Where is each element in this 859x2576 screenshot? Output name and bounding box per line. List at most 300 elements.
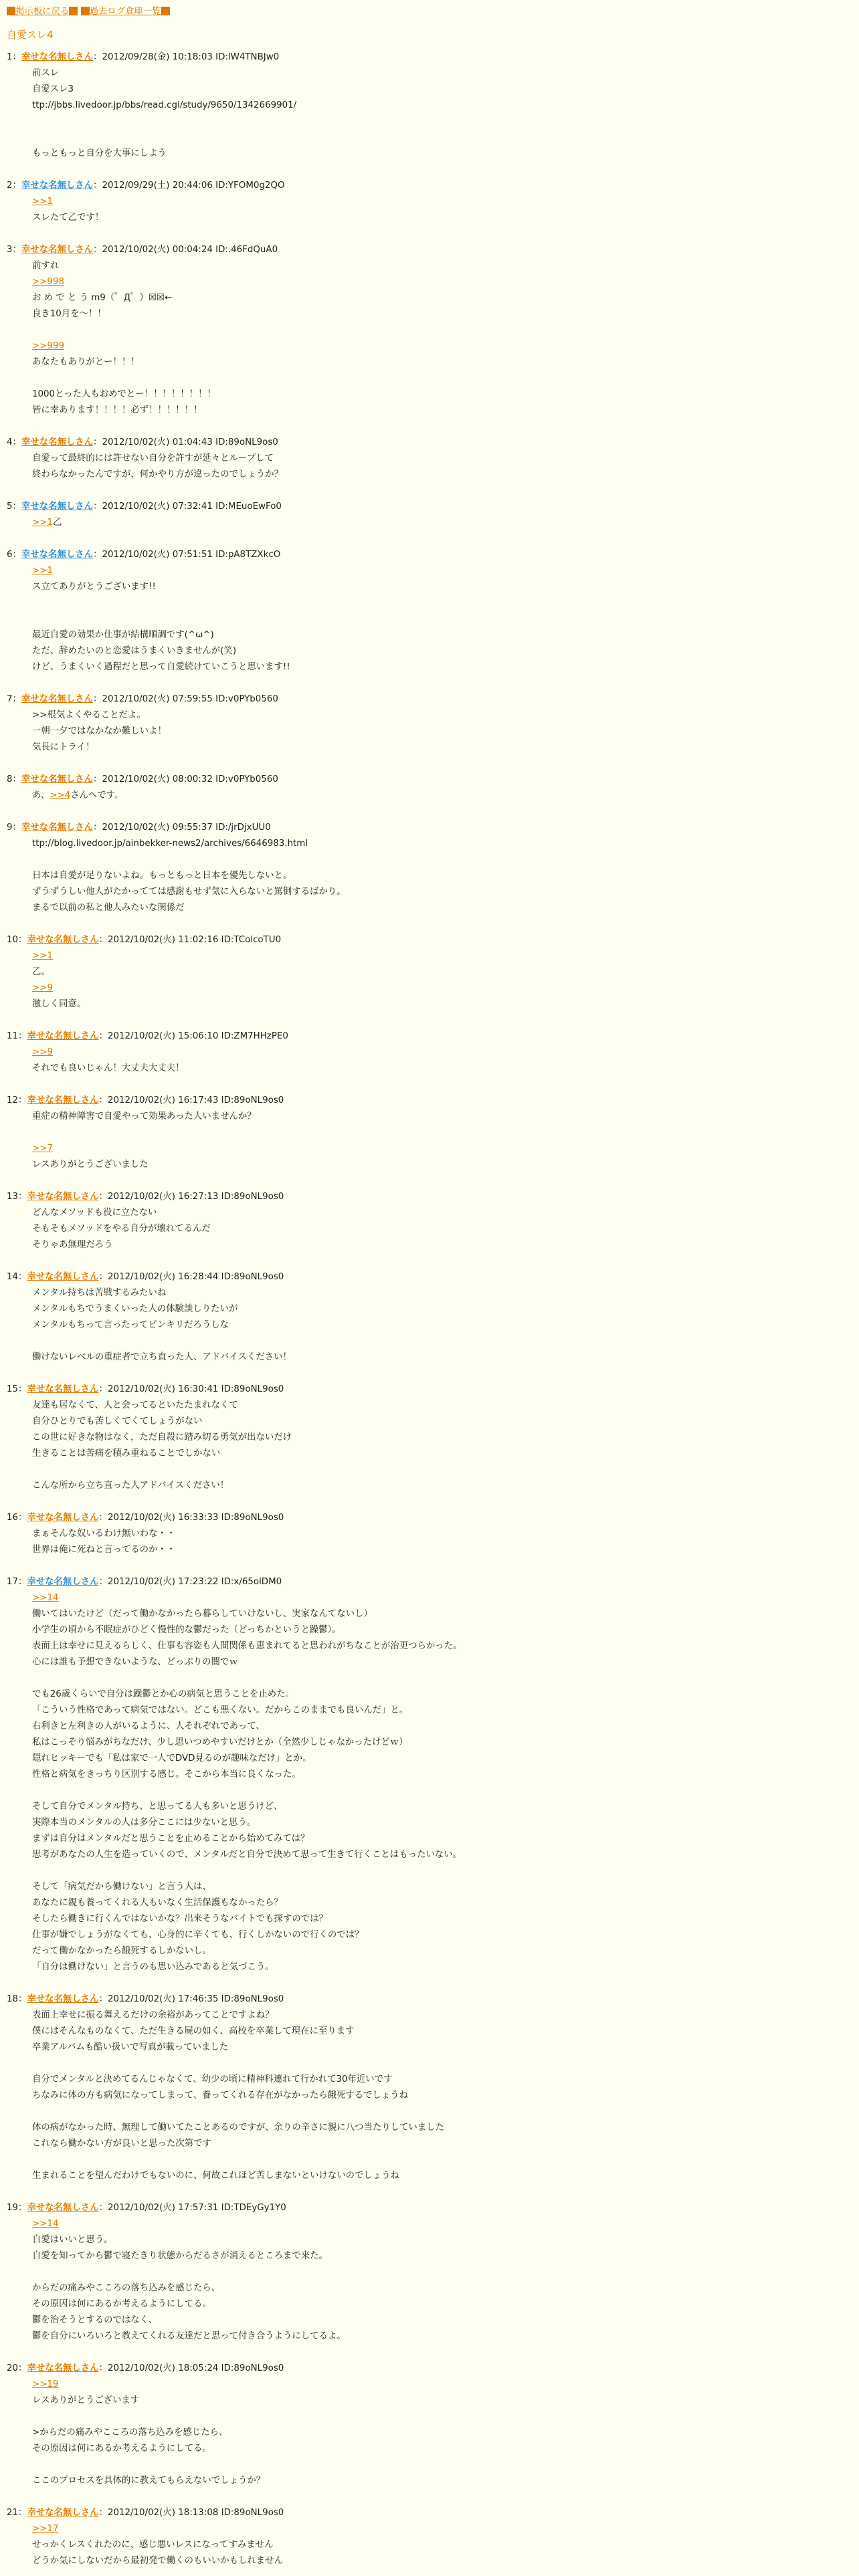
separator: ： xyxy=(12,437,21,447)
line-text: レスありがとうございます xyxy=(32,2395,140,2405)
line-text: 激しく同意。 xyxy=(32,999,86,1009)
post-header xyxy=(7,1992,852,2008)
post-header xyxy=(7,49,852,66)
poster-name[interactable]: 幸せな名無しさん xyxy=(21,823,94,833)
post-line xyxy=(32,948,852,964)
line-text: 働いてはいたけど（だって働かなかったら暮らしていけないし、実家なんてないし） xyxy=(32,1609,373,1619)
post-line xyxy=(32,964,852,980)
post-id: ID:89oNL9os0 xyxy=(215,437,278,447)
line-text: 僕にはそんなものなくて、ただ生きる屍の如く、高校を卒業して現在に至ります xyxy=(32,2026,355,2036)
post-line xyxy=(32,836,852,852)
line-text: 重症の精神障害で自愛やって効果あった人いませんか？ xyxy=(32,1111,256,1121)
post-line xyxy=(32,1061,852,1077)
post-line xyxy=(32,2553,852,2569)
line-text: 気長にトライ！ xyxy=(32,742,95,752)
post-date: 2012/10/02(火) 07:59:55 xyxy=(102,694,213,704)
post-line xyxy=(32,1125,852,1141)
post-date: 2012/10/02(火) 16:28:44 xyxy=(107,1272,219,1282)
post-header xyxy=(7,1269,852,1285)
post xyxy=(7,499,852,531)
separator: ： xyxy=(98,1031,108,1041)
post-header xyxy=(7,1029,852,1045)
line-text: そしたら働きに行くんではないかな？出来そうなバイトでも探すのでは？ xyxy=(32,1914,328,1924)
post-date: 2012/10/02(火) 16:17:43 xyxy=(107,1095,219,1105)
post-line xyxy=(32,354,852,370)
poster-name[interactable]: 幸せな名無しさん xyxy=(27,1384,99,1394)
separator: ： xyxy=(12,181,21,191)
post-line xyxy=(32,130,852,146)
separator: ： xyxy=(93,181,102,191)
separator: ： xyxy=(18,1577,27,1587)
line-text: 隠れヒッキーでも「私は家で一人でDVD見るのが趣味なだけ」とか。 xyxy=(32,1753,312,1763)
post-number: 21 xyxy=(7,2508,19,2518)
post-line xyxy=(32,1783,852,1799)
post-line xyxy=(32,403,852,419)
separator: ： xyxy=(18,1192,27,1202)
post-line xyxy=(32,338,852,354)
post-body xyxy=(32,66,852,162)
post-line xyxy=(32,1671,852,1687)
separator: ： xyxy=(18,1272,27,1282)
line-text: 世界は俺に死ねと言ってるのか・・ xyxy=(32,1545,176,1555)
line-text: 自愛って最終的には許せない自分を許すが延々とループして xyxy=(32,453,274,463)
post-line xyxy=(32,1927,852,1943)
poster-name[interactable]: 幸せな名無しさん xyxy=(27,935,99,945)
post-body xyxy=(32,563,852,675)
line-text: ちなみに体の方も病気になってしまって、養ってくれる存在がなかったら餓死するでしょうね xyxy=(32,2090,409,2101)
post-id: ID:89oNL9os0 xyxy=(221,1192,284,1202)
line-text: 自分ひとりでも苦しくてくてしょうがない xyxy=(32,1416,203,1426)
post-header xyxy=(7,932,852,948)
post-number: 5 xyxy=(7,502,13,512)
line-text: 1000とった人もおめでとー！！！！！！！！ xyxy=(32,389,216,399)
separator: ： xyxy=(18,935,27,945)
poster-name[interactable]: 幸せな名無しさん xyxy=(27,1192,99,1202)
line-text: でも26歳くらいで自分は躁鬱とか心の病気と思うことを止めた。 xyxy=(32,1689,294,1699)
post-line xyxy=(32,579,852,595)
poster-name[interactable]: 幸せな名無しさん xyxy=(21,502,94,512)
post-line xyxy=(32,2296,852,2313)
poster-name[interactable]: 幸せな名無しさん xyxy=(21,550,94,560)
reply-anchor-link[interactable]: >>17 xyxy=(32,2524,59,2534)
line-text: からだの痛みやこころの落ち込みを感じたら、 xyxy=(32,2283,221,2293)
post-line xyxy=(32,2393,852,2409)
separator: ： xyxy=(12,774,21,784)
post-line xyxy=(32,2537,852,2553)
post-id: ID:/jrDjxUU0 xyxy=(215,823,271,833)
post-line xyxy=(32,387,852,403)
post-line xyxy=(32,2040,852,2056)
post-line xyxy=(32,1719,852,1735)
line-text: あなたに親も養ってくれる人もいなく生活保護もなかったら？ xyxy=(32,1898,283,1908)
post-header xyxy=(7,547,852,563)
post-header xyxy=(7,820,852,836)
post xyxy=(7,2200,852,2345)
post-number: 8 xyxy=(7,774,13,784)
poster-name[interactable]: 幸せな名無しさん xyxy=(21,694,94,704)
post xyxy=(7,49,852,162)
poster-name[interactable]: 幸せな名無しさん xyxy=(27,1272,99,1282)
line-text: せっかくレスくれたのに、感じ悪いレスになってすみません xyxy=(32,2540,274,2550)
poster-name[interactable]: 幸せな名無しさん xyxy=(27,2363,99,2373)
post-line xyxy=(32,1542,852,1558)
post-line xyxy=(32,1703,852,1719)
separator: ： xyxy=(98,935,108,945)
post-line xyxy=(32,996,852,1012)
separator: ： xyxy=(12,52,21,62)
post-body xyxy=(32,194,852,226)
post-line xyxy=(32,740,852,756)
line-text: お め で と う m9（゜Д゜）☒☒← xyxy=(32,293,173,303)
post-line xyxy=(32,788,852,804)
post xyxy=(7,2361,852,2489)
post-id: ID:TDEyGy1Y0 xyxy=(221,2203,286,2213)
line-text: 一朝一夕ではなかなか難しいよ！ xyxy=(32,726,167,736)
post-id: ID:89oNL9os0 xyxy=(221,2363,284,2373)
post-date: 2012/10/02(火) 08:00:32 xyxy=(102,774,213,784)
reply-anchor-link[interactable]: >>7 xyxy=(32,1144,53,1154)
reply-anchor-link[interactable]: >>19 xyxy=(32,2379,59,2389)
post-line xyxy=(32,1895,852,1911)
post-date: 2012/10/02(火) 18:05:24 xyxy=(107,2363,219,2373)
post-line xyxy=(32,98,852,114)
post-line xyxy=(32,2072,852,2088)
post-body xyxy=(32,2216,852,2345)
post-body xyxy=(32,836,852,916)
separator: ： xyxy=(98,2203,108,2213)
post-body xyxy=(32,1205,852,1253)
line-text: 体の病がなかった時、無理して働いてたことあるのですが、余りの辛さに親に八つ当たりしていました xyxy=(32,2123,444,2133)
line-text: 「自分は働けない」と言うのも思い込みであると気づこう。 xyxy=(32,1962,274,1972)
reply-anchor-link[interactable]: >>14 xyxy=(32,2219,59,2229)
line-text: その原因は何にあるか考えるようにしてる。 xyxy=(32,2299,211,2309)
post-line xyxy=(32,980,852,996)
post-line xyxy=(32,1687,852,1703)
reply-anchor-link[interactable]: >>998 xyxy=(32,277,64,287)
post xyxy=(7,691,852,756)
post xyxy=(7,547,852,675)
post-line xyxy=(32,724,852,740)
post xyxy=(7,2505,852,2569)
post-body xyxy=(32,2521,852,2569)
post-number: 9 xyxy=(7,823,13,833)
post-line xyxy=(32,643,852,659)
post-line xyxy=(32,1333,852,1350)
post-list xyxy=(7,49,852,2569)
line-text: 前すれ xyxy=(32,261,60,271)
reply-anchor-link[interactable]: >>9 xyxy=(32,983,53,993)
post-line xyxy=(32,659,852,675)
post-line xyxy=(32,2120,852,2136)
separator: ： xyxy=(93,823,102,833)
reply-anchor-link[interactable]: >>1 xyxy=(32,951,53,961)
post-header xyxy=(7,1093,852,1109)
post-line xyxy=(32,1606,852,1622)
post-id: ID:x/65olDM0 xyxy=(221,1577,282,1587)
line-text: この世に好きな物はなく，ただ自殺に踏み切る勇気が出ないだけ xyxy=(32,1432,292,1442)
post-date: 2012/10/02(火) 07:51:51 xyxy=(102,550,213,560)
post-body xyxy=(32,788,852,804)
post-number: 19 xyxy=(7,2203,19,2213)
line-text: 鬱を自分にいろいろと教えてくれる友達だと思って付き合うようにしてるよ。 xyxy=(32,2331,346,2341)
post-line xyxy=(32,1879,852,1895)
post-line xyxy=(32,1638,852,1654)
separator: ： xyxy=(93,437,102,447)
square-bullet-icon xyxy=(161,7,170,15)
post-line xyxy=(32,210,852,226)
separator: ： xyxy=(18,1513,27,1523)
post-number: 14 xyxy=(7,1272,19,1282)
post-line xyxy=(32,1831,852,1847)
separator: ： xyxy=(98,1272,108,1282)
line-text: 小学生の頃から不眠症がひどく慢性的な鬱だった（どっちかというと躁鬱）。 xyxy=(32,1625,341,1635)
separator: ： xyxy=(98,1994,108,2004)
line-text: あなたもありがとー！！！ xyxy=(32,357,140,367)
reply-anchor-link[interactable]: >>999 xyxy=(32,341,64,351)
line-text: メンタル持ちは苦戦するみたいね xyxy=(32,1288,167,1298)
post-date: 2012/10/02(火) 18:13:08 xyxy=(107,2508,219,2518)
line-text: 右利きと左利きの人がいるように、人それぞれであって、 xyxy=(32,1721,265,1731)
line-text: あ、 xyxy=(32,790,50,800)
line-text: もっともっと自分を大事にしよう xyxy=(32,148,167,158)
post-line xyxy=(32,563,852,579)
post-number: 13 xyxy=(7,1192,19,1202)
separator: ： xyxy=(98,1192,108,1202)
poster-name[interactable]: 幸せな名無しさん xyxy=(27,1513,99,1523)
post-date: 2012/09/28(金) 10:18:03 xyxy=(102,52,213,62)
post-line xyxy=(32,1205,852,1221)
post-line xyxy=(32,2329,852,2345)
post-number: 12 xyxy=(7,1095,19,1105)
line-text: 前スレ xyxy=(32,68,60,78)
line-text: ttp://jbbs.livedoor.jp/bbs/read.cgi/study/9650/1342669901/ xyxy=(32,100,297,110)
post-body xyxy=(32,1109,852,1173)
line-text: だって働かなかったら餓死するしかないし。 xyxy=(32,1946,211,1956)
post-header xyxy=(7,2361,852,2377)
post-header xyxy=(7,435,852,451)
post-id: ID:.46FdQuA0 xyxy=(215,245,278,255)
separator: ： xyxy=(98,1513,108,1523)
post-id: ID:89oNL9os0 xyxy=(221,1994,284,2004)
post-id: ID:v0PYb0560 xyxy=(215,774,278,784)
reply-anchor-link[interactable]: >>1 xyxy=(32,197,53,207)
thread-title: 自愛スレ4 xyxy=(7,29,54,41)
line-text: ttp://blog.livedoor.jp/ainbekker-news2/archives/6646983.html xyxy=(32,839,308,849)
post xyxy=(7,1029,852,1077)
post-line xyxy=(32,1911,852,1927)
post-id: ID:MEuoEwFo0 xyxy=(215,502,282,512)
reply-anchor-link[interactable]: >>14 xyxy=(32,1593,59,1603)
post-line xyxy=(32,1735,852,1751)
post-line xyxy=(32,2377,852,2393)
poster-name[interactable]: 幸せな名無しさん xyxy=(21,245,94,255)
post-line xyxy=(32,1654,852,1671)
post-number: 18 xyxy=(7,1994,19,2004)
separator: ： xyxy=(93,245,102,255)
post-header xyxy=(7,2200,852,2216)
post-id: ID:pA8TZXkcO xyxy=(215,550,281,560)
post-line xyxy=(32,2248,852,2264)
post-id: ID:89oNL9os0 xyxy=(221,1272,284,1282)
post-line xyxy=(32,1285,852,1301)
post-date: 2012/10/02(火) 17:46:35 xyxy=(107,1994,219,2004)
post-line xyxy=(32,82,852,98)
line-text: 仕事が嫌でしょうがなくても、心身的に辛くても、行くしかないので行くのでは？ xyxy=(32,1930,364,1940)
poster-name[interactable]: 幸せな名無しさん xyxy=(27,2508,99,2518)
post-line xyxy=(32,1237,852,1253)
post-line xyxy=(32,1959,852,1975)
line-text: ここのプロセスを具体的に教えてもらえないでしょうか？ xyxy=(32,2476,266,2486)
separator: ： xyxy=(98,1577,108,1587)
post-line xyxy=(32,2264,852,2280)
post-number: 11 xyxy=(7,1031,19,1041)
line-text: そして「病気だから働けない」と言う人は、 xyxy=(32,1882,211,1892)
line-text: 実際本当のメンタルの人は多分ここには少ないと思う。 xyxy=(32,1818,256,1828)
post-line xyxy=(32,1462,852,1478)
line-text: 皆に幸あります！！！！必ず！！！！！！ xyxy=(32,405,203,415)
post-line xyxy=(32,2313,852,2329)
post-body xyxy=(32,708,852,756)
post-line xyxy=(32,900,852,916)
post-line xyxy=(32,1398,852,1414)
post-line xyxy=(32,595,852,611)
post-id: ID:89oNL9os0 xyxy=(221,2508,284,2518)
line-text: >からだの痛みやこころの落ち込みを感じたら、 xyxy=(32,2428,228,2438)
line-text: まぁそんな奴いるわけ無いわな・・ xyxy=(32,1529,176,1539)
poster-name[interactable]: 幸せな名無しさん xyxy=(27,1994,99,2004)
post-date: 2012/10/02(火) 16:27:13 xyxy=(107,1192,219,1202)
separator: ： xyxy=(18,2363,27,2373)
post-line xyxy=(32,146,852,162)
post-date: 2012/10/02(火) 00:04:24 xyxy=(102,245,213,255)
post xyxy=(7,1189,852,1253)
line-text: レスありがとうございました xyxy=(32,1160,149,1170)
post-id: ID:YFOM0g2QO xyxy=(215,181,285,191)
post xyxy=(7,1093,852,1173)
post-line xyxy=(32,1221,852,1237)
post-header xyxy=(7,1382,852,1398)
line-text: けど、うまくいく過程だと思って自愛続けていこうと思います!! xyxy=(32,662,290,672)
post-header xyxy=(7,178,852,194)
post-date: 2012/10/02(火) 17:57:31 xyxy=(107,2203,219,2213)
line-text: 自愛はいいと思う。 xyxy=(32,2235,113,2245)
post-date: 2012/10/02(火) 17:23:22 xyxy=(107,1577,219,1587)
post xyxy=(7,1382,852,1494)
post-line xyxy=(32,1943,852,1959)
post-line xyxy=(32,274,852,290)
post-line xyxy=(32,2104,852,2120)
post-line xyxy=(32,66,852,82)
reply-anchor-link[interactable]: >>1 xyxy=(32,566,53,576)
poster-name[interactable]: 幸せな名無しさん xyxy=(21,52,94,62)
post-line xyxy=(32,1430,852,1446)
post xyxy=(7,435,852,483)
line-text: 生きることは苦痛を積み重ねることでしかない xyxy=(32,1448,221,1459)
post-line xyxy=(32,2232,852,2248)
line-text: ただ、辞めたいのと恋愛はうまくいきませんが(笑) xyxy=(32,646,237,656)
post-id: ID:v0PYb0560 xyxy=(215,694,278,704)
separator: ： xyxy=(93,52,102,62)
separator: ： xyxy=(12,245,21,255)
post-line xyxy=(32,2136,852,2152)
post-line xyxy=(32,2409,852,2425)
post-line xyxy=(32,306,852,322)
square-bullet-icon xyxy=(69,7,78,15)
post-date: 2012/10/02(火) 16:30:41 xyxy=(107,1384,219,1394)
post-number: 6 xyxy=(7,550,13,560)
line-text: 良き10月を～！！ xyxy=(32,309,106,319)
square-bullet-icon xyxy=(81,7,90,15)
post-body xyxy=(32,1045,852,1077)
post-line xyxy=(32,1815,852,1831)
reply-anchor-link[interactable]: >>9 xyxy=(32,1047,53,1057)
post xyxy=(7,1269,852,1366)
line-text: 性格と病気をきっちり区別する感じ。そこから本当に良くなった。 xyxy=(32,1769,301,1780)
post-header xyxy=(7,1574,852,1590)
line-text: 働けないレベルの重症者で立ち直った人、アドバイスください！ xyxy=(32,1352,292,1362)
back-to-board-link[interactable]: 掲示板に戻る xyxy=(15,7,70,17)
poster-name[interactable]: 幸せな名無しさん xyxy=(21,437,94,447)
separator: ： xyxy=(18,2203,27,2213)
post-number: 2 xyxy=(7,181,13,191)
poster-name[interactable]: 幸せな名無しさん xyxy=(21,181,94,191)
separator: ： xyxy=(18,1031,27,1041)
poster-name[interactable]: 幸せな名無しさん xyxy=(21,774,94,784)
line-text: どうか気にしないだから最初発で働くのもいいかもしれません xyxy=(32,2556,283,2566)
poster-name[interactable]: 幸せな名無しさん xyxy=(27,2203,99,2213)
post-line xyxy=(32,322,852,338)
poster-name[interactable]: 幸せな名無しさん xyxy=(27,1577,99,1587)
post xyxy=(7,772,852,804)
separator: ： xyxy=(93,550,102,560)
post-line xyxy=(32,2008,852,2024)
post-line xyxy=(32,1863,852,1879)
log-archive-link[interactable]: 過去ログ倉庫一覧 xyxy=(89,7,161,17)
post-number: 16 xyxy=(7,1513,19,1523)
post-body xyxy=(32,1590,852,1975)
line-text: 最近自愛の効果か仕事が結構順調です(^ω^) xyxy=(32,630,214,640)
line-text: 鬱を治そうとするのではなく、 xyxy=(32,2315,158,2325)
line-text: 表面上は幸せに見えるらしく、仕事も容姿も人間関係も恵まれてると思われがちなことが治更つらかった。 xyxy=(32,1641,462,1651)
post-line xyxy=(32,114,852,130)
post-line xyxy=(32,2056,852,2072)
line-text: ずうずうしい他人がたかってては感謝もせず気に入らないと罵倒するばかり。 xyxy=(32,887,346,897)
poster-name[interactable]: 幸せな名無しさん xyxy=(27,1031,99,1041)
line-text: それでも良いじゃん！大丈夫大丈夫！ xyxy=(32,1063,185,1073)
separator: ： xyxy=(18,1384,27,1394)
post-date: 2012/09/29(土) 20:44:06 xyxy=(102,181,213,191)
post xyxy=(7,242,852,419)
reply-anchor-link[interactable]: >>4 xyxy=(50,790,71,800)
post-line xyxy=(32,2088,852,2104)
post xyxy=(7,1992,852,2184)
line-text: メンタルもちでうまくいった人の体験談しりたいが xyxy=(32,1304,238,1314)
post-date: 2012/10/02(火) 15:06:10 xyxy=(107,1031,219,1041)
post-line xyxy=(32,884,852,900)
post-line xyxy=(32,467,852,483)
reply-anchor-link[interactable]: >>1 xyxy=(32,518,53,528)
post-line xyxy=(32,1350,852,1366)
post-date: 2012/10/02(火) 16:33:33 xyxy=(107,1513,219,1523)
separator: ： xyxy=(18,2508,27,2518)
line-text: 自愛を知ってから鬱で寝たきり状態からだるさが消えるところまで来た。 xyxy=(32,2251,328,2261)
post-body xyxy=(32,1398,852,1494)
post-date: 2012/10/02(火) 07:32:41 xyxy=(102,502,213,512)
post-header xyxy=(7,691,852,708)
poster-name[interactable]: 幸せな名無しさん xyxy=(27,1095,99,1105)
post-header xyxy=(7,499,852,515)
line-text: 生まれることを望んだわけでもないのに、何故これほど苦しまないといけないのでしょうね xyxy=(32,2171,400,2181)
